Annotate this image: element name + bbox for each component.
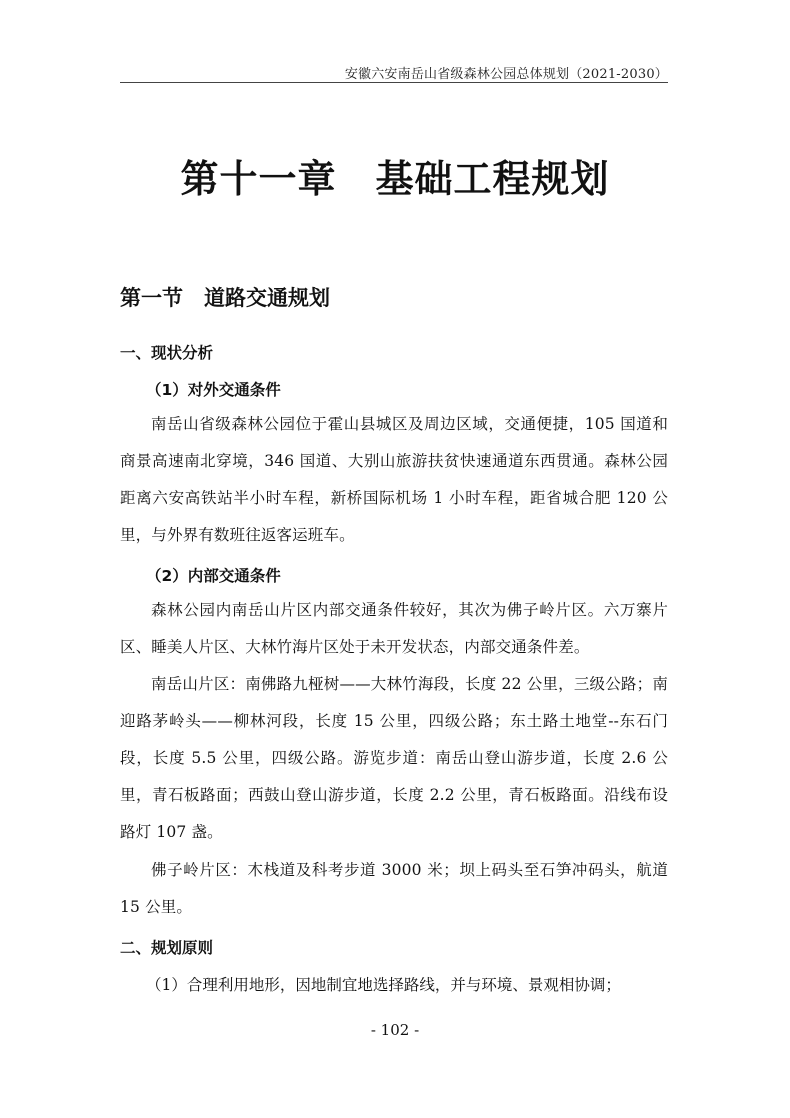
section-title: 第一节 道路交通规划 (120, 286, 330, 310)
heading-external-traffic: （1）对外交通条件 (146, 381, 281, 399)
paragraph-nanyueshan-area: 南岳山片区：南佛路九桠树——大林竹海段，长度 22 公里，三级公路；南迎路茅岭头——柳林河段，长度 15 公里，四级公路；东土路土地堂--东石门段，长度 5.5 公里，四级公路。游览步道：南岳山登山游步道，长度 2.6 公里，青石板路面；西鼓山登山游步道，长度 2.2 公里，青石板路面。沿线布设路灯 107 盏。 (120, 675, 668, 841)
paragraph-foziling-area: 佛子岭片区：木栈道及科考步道 3000 米；坝上码头至石笋冲码头，航道 15 公里。 (120, 861, 668, 916)
paragraph-external-traffic: 南岳山省级森林公园位于霍山县城区及周边区域，交通便捷，105 国道和商景高速南北穿境，346 国道、大别山旅游扶贫快速通道东西贯通。森林公园距离六安高铁站半小时车程，新桥国际机场 1 小时车程，距省城合肥 120 公里，与外界有数班往返客运班车。 (120, 415, 668, 544)
paragraph-internal-overview: 森林公园内南岳山片区内部交通条件较好，其次为佛子岭片区。六万寨片区、睡美人片区、大林竹海片区处于未开发状态，内部交通条件差。 (120, 601, 668, 656)
heading-current-status: 一、现状分析 (120, 344, 214, 362)
header-rule (120, 82, 668, 83)
running-header: 安徽六安南岳山省级森林公园总体规划（2021-2030） (344, 67, 668, 82)
principle-item: （1）合理利用地形，因地制宜地选择路线，并与环境、景观相协调； (146, 976, 621, 994)
page-number: - 102 - (370, 1021, 420, 1039)
heading-planning-principles: 二、规划原则 (120, 939, 214, 957)
heading-internal-traffic: （2）内部交通条件 (146, 567, 281, 585)
chapter-title: 第十一章 基础工程规划 (180, 157, 610, 201)
